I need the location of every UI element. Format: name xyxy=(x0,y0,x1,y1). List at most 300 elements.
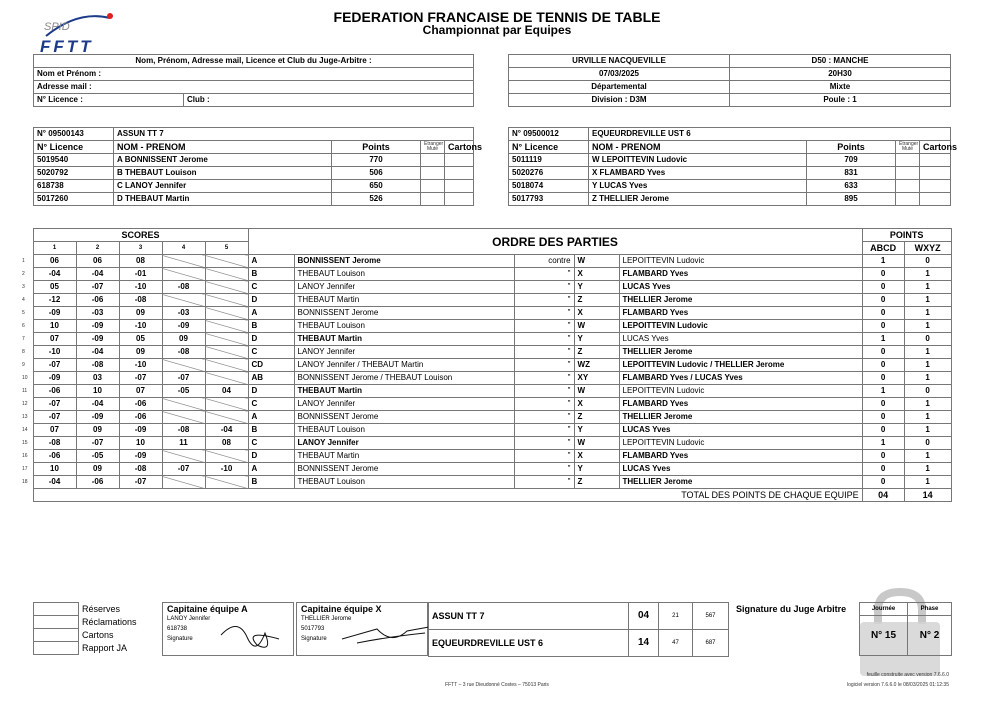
set-score-4 xyxy=(162,398,205,411)
set-score-4: 09 xyxy=(162,333,205,346)
player-x-name: THELLIER Jerome xyxy=(619,411,862,424)
set-score-3: -07 xyxy=(119,372,162,385)
player-a-name: THEBAUT Louison xyxy=(294,476,514,489)
set-score-4: -08 xyxy=(162,281,205,294)
phase-value: N° 2 xyxy=(908,616,952,656)
set-score-3: -10 xyxy=(119,359,162,372)
versus-label: " xyxy=(514,411,574,424)
player-x-name: LEPOITTEVIN Ludovic xyxy=(619,437,862,450)
player-a-letter: B xyxy=(248,476,294,489)
player-x-letter: Y xyxy=(574,281,619,294)
team-a-roster xyxy=(33,127,483,206)
team-a-pts-0: 770 xyxy=(332,154,421,167)
check-label-2: Cartons xyxy=(82,630,114,640)
player-x-letter: WZ xyxy=(574,359,619,372)
set-score-2: -04 xyxy=(76,268,119,281)
team-x-h-points: Points xyxy=(807,141,896,154)
set-score-5 xyxy=(205,398,248,411)
player-a-letter: A xyxy=(248,307,294,320)
page-title: FEDERATION FRANCAISE DE TENNIS DE TABLE xyxy=(333,9,661,25)
captain-x-signature xyxy=(337,617,432,653)
set-score-2: 09 xyxy=(76,463,119,476)
result-team-a: ASSUN TT 7 xyxy=(429,603,629,630)
set-score-5 xyxy=(205,346,248,359)
logo-fftt-text: FFTT xyxy=(40,37,94,56)
player-x-letter: W xyxy=(574,437,619,450)
versus-label: " xyxy=(514,307,574,320)
result-table xyxy=(428,602,729,657)
set-score-2: -08 xyxy=(76,359,119,372)
set-score-1: 05 xyxy=(33,281,76,294)
captain-a-name: LANOY Jennifer xyxy=(167,616,211,622)
set-score-5: 08 xyxy=(205,437,248,450)
game-row xyxy=(22,385,951,398)
versus-label: " xyxy=(514,268,574,281)
points-a: 0 xyxy=(862,450,904,463)
referee-licence-label: N° Licence : xyxy=(34,94,184,107)
set-score-3: -07 xyxy=(119,476,162,489)
check-label-3: Rapport JA xyxy=(82,643,128,653)
versus-label: " xyxy=(514,398,574,411)
points-x: 1 xyxy=(904,294,951,307)
points-a: 0 xyxy=(862,398,904,411)
player-x-name: THELLIER Jerome xyxy=(619,346,862,359)
set-score-1: -07 xyxy=(33,398,76,411)
player-a-letter: C xyxy=(248,346,294,359)
game-number: 9 xyxy=(22,362,25,368)
set-score-1: -09 xyxy=(33,307,76,320)
set-score-4: -09 xyxy=(162,320,205,333)
team-a-name: ASSUN TT 7 xyxy=(114,128,474,141)
set-score-2: 03 xyxy=(76,372,119,385)
player-a-name: THEBAUT Martin xyxy=(294,385,514,398)
footer-address: FFTT – 3 rue Dieudonné Costes – 75013 Paris xyxy=(445,682,549,688)
team-x-h-name: NOM - PRENOM xyxy=(589,141,807,154)
set-score-3: -06 xyxy=(119,398,162,411)
set-score-4 xyxy=(162,268,205,281)
captain-x-box xyxy=(296,602,428,656)
set-score-1: -06 xyxy=(33,385,76,398)
player-a-letter: A xyxy=(248,463,294,476)
set-score-5: -10 xyxy=(205,463,248,476)
game-number: 6 xyxy=(22,323,25,329)
points-a: 0 xyxy=(862,359,904,372)
game-row xyxy=(22,450,951,463)
team-x-cards-3 xyxy=(920,193,951,206)
team-a-player-0: A BONNISSENT Jerome xyxy=(114,154,332,167)
total-label: TOTAL DES POINTS DE CHAQUE EQUIPE xyxy=(33,489,862,502)
player-x-name: LEPOITTEVIN Ludovic xyxy=(619,385,862,398)
player-x-name: THELLIER Jerome xyxy=(619,476,862,489)
team-x-cards-1 xyxy=(920,167,951,180)
set-score-1: -12 xyxy=(33,294,76,307)
versus-label: " xyxy=(514,476,574,489)
team-x-cards-0 xyxy=(920,154,951,167)
player-x-name: FLAMBARD Yves xyxy=(619,450,862,463)
player-a-letter: AB xyxy=(248,372,294,385)
ja-signature-label: Signature du Juge Arbitre xyxy=(736,604,847,614)
player-a-letter: B xyxy=(248,268,294,281)
game-number: 16 xyxy=(22,453,28,459)
player-a-letter: D xyxy=(248,385,294,398)
game-number: 12 xyxy=(22,401,28,407)
team-x-foreign-2 xyxy=(896,180,920,193)
game-row xyxy=(22,268,951,281)
game-row xyxy=(22,359,951,372)
page-subtitle: Championnat par Equipes xyxy=(422,23,572,37)
points-a: 0 xyxy=(862,294,904,307)
total-x: 14 xyxy=(904,489,951,502)
set-score-1: -07 xyxy=(33,359,76,372)
set-score-1: 06 xyxy=(33,255,76,268)
referee-header: Nom, Prénom, Adresse mail, Licence et Club du Juge-Arbitre : xyxy=(34,55,474,68)
player-x-name: LUCAS Yves xyxy=(619,424,862,437)
result-x-v1: 47 xyxy=(659,630,693,657)
captain-a-box xyxy=(162,602,294,656)
referee-club-label: Club : xyxy=(184,94,474,107)
referee-mail-label: Adresse mail : xyxy=(34,81,474,94)
set-score-5 xyxy=(205,359,248,372)
set-score-3: 07 xyxy=(119,385,162,398)
game-number: 5 xyxy=(22,310,25,316)
player-a-name: LANOY Jennifer xyxy=(294,346,514,359)
points-a: 0 xyxy=(862,476,904,489)
versus-label: " xyxy=(514,346,574,359)
match-date: 07/03/2025 xyxy=(509,68,730,81)
points-x: 1 xyxy=(904,268,951,281)
set-col-4: 4 xyxy=(162,242,205,255)
team-x-foreign-0 xyxy=(896,154,920,167)
set-score-1: -04 xyxy=(33,268,76,281)
player-a-name: LANOY Jennifer xyxy=(294,281,514,294)
points-a: 1 xyxy=(862,437,904,450)
check-box-1[interactable] xyxy=(34,616,79,629)
col-wxyz: WXYZ xyxy=(904,242,951,255)
set-score-1: -09 xyxy=(33,372,76,385)
player-x-name: FLAMBARD Yves xyxy=(619,268,862,281)
points-x: 1 xyxy=(904,359,951,372)
player-x-name: FLAMBARD Yves xyxy=(619,307,862,320)
team-x-cards-2 xyxy=(920,180,951,193)
player-a-name: THEBAUT Martin xyxy=(294,333,514,346)
points-x: 0 xyxy=(904,385,951,398)
games-table xyxy=(22,228,952,502)
game-number: 3 xyxy=(22,284,25,290)
player-x-letter: W xyxy=(574,320,619,333)
team-a-pts-1: 506 xyxy=(332,167,421,180)
set-score-5 xyxy=(205,333,248,346)
player-x-name: THELLIER Jerome xyxy=(619,294,862,307)
referee-name-label: Nom et Prénom : xyxy=(34,68,474,81)
team-a-lic-1: 5020792 xyxy=(34,167,114,180)
player-a-name: THEBAUT Martin xyxy=(294,294,514,307)
captain-x-label: Capitaine équipe X xyxy=(301,604,382,614)
points-a: 0 xyxy=(862,424,904,437)
set-score-4 xyxy=(162,359,205,372)
game-number: 14 xyxy=(22,427,28,433)
points-a: 0 xyxy=(862,463,904,476)
player-x-letter: Z xyxy=(574,294,619,307)
team-x-player-2: Y LUCAS Yves xyxy=(589,180,807,193)
game-number: 7 xyxy=(22,336,25,342)
player-a-letter: D xyxy=(248,333,294,346)
team-a-cards-3 xyxy=(445,193,474,206)
set-score-3: -08 xyxy=(119,294,162,307)
result-score-a: 04 xyxy=(629,603,659,630)
points-x: 1 xyxy=(904,372,951,385)
points-x: 1 xyxy=(904,450,951,463)
set-score-5 xyxy=(205,450,248,463)
player-a-name: BONNISSENT Jerome xyxy=(294,463,514,476)
team-a-h-name: NOM - PRENOM xyxy=(114,141,332,154)
set-score-5 xyxy=(205,320,248,333)
set-score-2: -09 xyxy=(76,411,119,424)
player-a-name: BONNISSENT Jerome xyxy=(294,307,514,320)
game-number: 18 xyxy=(22,479,28,485)
set-score-1: -08 xyxy=(33,437,76,450)
player-a-letter: C xyxy=(248,437,294,450)
game-row xyxy=(22,307,951,320)
set-score-3: 05 xyxy=(119,333,162,346)
captain-x-licence: 5017793 xyxy=(301,626,325,632)
set-score-4 xyxy=(162,294,205,307)
points-a: 0 xyxy=(862,346,904,359)
game-number: 17 xyxy=(22,466,28,472)
points-a: 1 xyxy=(862,385,904,398)
set-score-1: 10 xyxy=(33,463,76,476)
player-a-letter: B xyxy=(248,424,294,437)
player-a-name: THEBAUT Martin xyxy=(294,450,514,463)
versus-label: " xyxy=(514,372,574,385)
player-a-name: LANOY Jennifer xyxy=(294,437,514,450)
set-score-2: -04 xyxy=(76,346,119,359)
check-box-0[interactable] xyxy=(34,603,79,616)
team-x-lic-3: 5017793 xyxy=(509,193,589,206)
team-x-lic-0: 5011119 xyxy=(509,154,589,167)
points-x: 0 xyxy=(904,437,951,450)
points-x: 1 xyxy=(904,476,951,489)
team-a-player-2: C LANOY Jennifer xyxy=(114,180,332,193)
game-row xyxy=(22,476,951,489)
set-score-1: 07 xyxy=(33,424,76,437)
team-a-pts-2: 650 xyxy=(332,180,421,193)
scores-header: SCORES xyxy=(33,229,248,242)
game-row xyxy=(22,437,951,450)
points-x: 1 xyxy=(904,320,951,333)
game-row xyxy=(22,463,951,476)
versus-label: " xyxy=(514,320,574,333)
player-a-name: LANOY Jennifer xyxy=(294,398,514,411)
player-a-letter: D xyxy=(248,294,294,307)
set-score-5: -04 xyxy=(205,424,248,437)
set-score-3: 09 xyxy=(119,307,162,320)
result-a-v2: 567 xyxy=(693,603,729,630)
points-x: 1 xyxy=(904,398,951,411)
team-a-foreign-1 xyxy=(421,167,445,180)
game-row xyxy=(22,398,951,411)
game-number: 2 xyxy=(22,271,25,277)
team-a-lic-3: 5017260 xyxy=(34,193,114,206)
set-score-2: 06 xyxy=(76,255,119,268)
versus-label: " xyxy=(514,450,574,463)
col-abcd: ABCD xyxy=(862,242,904,255)
set-score-2: -06 xyxy=(76,476,119,489)
captain-x-signature-label: Signature xyxy=(301,636,327,642)
check-label-0: Réserves xyxy=(82,604,121,614)
check-box-3[interactable] xyxy=(34,642,79,655)
points-a: 1 xyxy=(862,255,904,268)
versus-label: contre xyxy=(514,255,574,268)
game-row xyxy=(22,294,951,307)
logo-spid-text: SPID xyxy=(44,21,70,33)
team-a-h-foreign: Etranger Muté xyxy=(421,141,445,154)
team-x-lic-1: 5020276 xyxy=(509,167,589,180)
player-a-name: THEBAUT Louison xyxy=(294,320,514,333)
set-col-3: 3 xyxy=(119,242,162,255)
journee-value: N° 15 xyxy=(860,616,908,656)
match-gender: Mixte xyxy=(730,81,951,94)
game-row xyxy=(22,255,951,268)
set-score-3: -09 xyxy=(119,450,162,463)
total-a: 04 xyxy=(862,489,904,502)
order-header: ORDRE DES PARTIES xyxy=(248,229,862,255)
game-row xyxy=(22,411,951,424)
set-score-1: 10 xyxy=(33,320,76,333)
team-x-foreign-3 xyxy=(896,193,920,206)
set-score-3: -08 xyxy=(119,463,162,476)
set-score-5 xyxy=(205,294,248,307)
player-a-letter: CD xyxy=(248,359,294,372)
team-x-roster xyxy=(508,127,958,206)
set-score-2: -04 xyxy=(76,398,119,411)
set-score-3: 08 xyxy=(119,255,162,268)
set-score-5 xyxy=(205,255,248,268)
player-x-letter: X xyxy=(574,307,619,320)
team-a-lic-0: 5019540 xyxy=(34,154,114,167)
points-a: 1 xyxy=(862,333,904,346)
set-score-5 xyxy=(205,476,248,489)
set-score-3: -10 xyxy=(119,320,162,333)
set-score-4: -08 xyxy=(162,346,205,359)
set-col-2: 2 xyxy=(76,242,119,255)
match-level: Départemental xyxy=(509,81,730,94)
points-a: 0 xyxy=(862,372,904,385)
set-score-2: -05 xyxy=(76,450,119,463)
set-score-4: -07 xyxy=(162,463,205,476)
team-x-name: EQUEURDREVILLE UST 6 xyxy=(589,128,951,141)
versus-label: " xyxy=(514,463,574,476)
game-number: 15 xyxy=(22,440,28,446)
player-x-letter: X xyxy=(574,268,619,281)
referee-table xyxy=(33,54,474,107)
set-score-4: -07 xyxy=(162,372,205,385)
game-number: 8 xyxy=(22,349,25,355)
team-a-foreign-0 xyxy=(421,154,445,167)
points-x: 1 xyxy=(904,424,951,437)
team-a-foreign-3 xyxy=(421,193,445,206)
team-a-h-licence: N° Licence xyxy=(34,141,114,154)
game-number: 13 xyxy=(22,414,28,420)
points-x: 0 xyxy=(904,333,951,346)
set-score-2: -09 xyxy=(76,320,119,333)
player-x-name: LEPOITTEVIN Ludovic xyxy=(619,255,862,268)
game-row xyxy=(22,333,951,346)
player-a-name: BONNISSENT Jerome xyxy=(294,411,514,424)
player-a-name: BONNISSENT Jerome xyxy=(294,255,514,268)
versus-label: " xyxy=(514,281,574,294)
set-score-3: -01 xyxy=(119,268,162,281)
set-score-3: -10 xyxy=(119,281,162,294)
set-score-3: -09 xyxy=(119,424,162,437)
versus-label: " xyxy=(514,437,574,450)
points-a: 0 xyxy=(862,320,904,333)
captain-a-label: Capitaine équipe A xyxy=(167,604,248,614)
points-a: 0 xyxy=(862,307,904,320)
team-x-h-cards: Cartons xyxy=(920,141,951,154)
player-x-letter: Y xyxy=(574,424,619,437)
set-score-5 xyxy=(205,411,248,424)
game-number: 10 xyxy=(22,375,28,381)
player-x-letter: Y xyxy=(574,463,619,476)
team-x-number: N° 09500012 xyxy=(509,128,589,141)
set-score-5 xyxy=(205,268,248,281)
set-score-4 xyxy=(162,411,205,424)
versus-label: " xyxy=(514,294,574,307)
team-a-foreign-2 xyxy=(421,180,445,193)
game-number: 11 xyxy=(22,388,28,394)
footer-version1: feuille construite avec version 7.6.6.0 xyxy=(866,672,949,678)
checks-table xyxy=(33,602,160,655)
player-a-name: LANOY Jennifer / THEBAUT Martin xyxy=(294,359,514,372)
set-score-4 xyxy=(162,255,205,268)
set-score-1: -07 xyxy=(33,411,76,424)
check-box-2[interactable] xyxy=(34,629,79,642)
player-x-letter: X xyxy=(574,450,619,463)
team-a-h-points: Points xyxy=(332,141,421,154)
player-x-letter: W xyxy=(574,255,619,268)
player-a-name: THEBAUT Louison xyxy=(294,268,514,281)
set-score-3: 09 xyxy=(119,346,162,359)
team-x-pts-2: 633 xyxy=(807,180,896,193)
match-division-code: D50 : MANCHE xyxy=(730,55,951,68)
player-a-name: THEBAUT Louison xyxy=(294,424,514,437)
team-x-pts-0: 709 xyxy=(807,154,896,167)
set-score-4 xyxy=(162,476,205,489)
team-x-player-1: X FLAMBARD Yves xyxy=(589,167,807,180)
set-score-4: -03 xyxy=(162,307,205,320)
game-row xyxy=(22,372,951,385)
player-a-letter: C xyxy=(248,281,294,294)
set-score-1: -10 xyxy=(33,346,76,359)
game-row xyxy=(22,346,951,359)
team-a-lic-2: 618738 xyxy=(34,180,114,193)
match-info-table xyxy=(508,54,951,107)
player-a-letter: C xyxy=(248,398,294,411)
versus-label: " xyxy=(514,385,574,398)
captain-a-signature xyxy=(213,615,293,655)
game-row xyxy=(22,424,951,437)
points-x: 1 xyxy=(904,281,951,294)
team-a-player-3: D THEBAUT Martin xyxy=(114,193,332,206)
match-venue: URVILLE NACQUEVILLE xyxy=(509,55,730,68)
result-x-v2: 687 xyxy=(693,630,729,657)
team-a-h-cards: Cartons xyxy=(445,141,474,154)
set-score-1: 07 xyxy=(33,333,76,346)
points-x: 1 xyxy=(904,346,951,359)
game-number: 1 xyxy=(22,258,25,264)
player-x-name: FLAMBARD Yves / LUCAS Yves xyxy=(619,372,862,385)
set-score-5 xyxy=(205,307,248,320)
